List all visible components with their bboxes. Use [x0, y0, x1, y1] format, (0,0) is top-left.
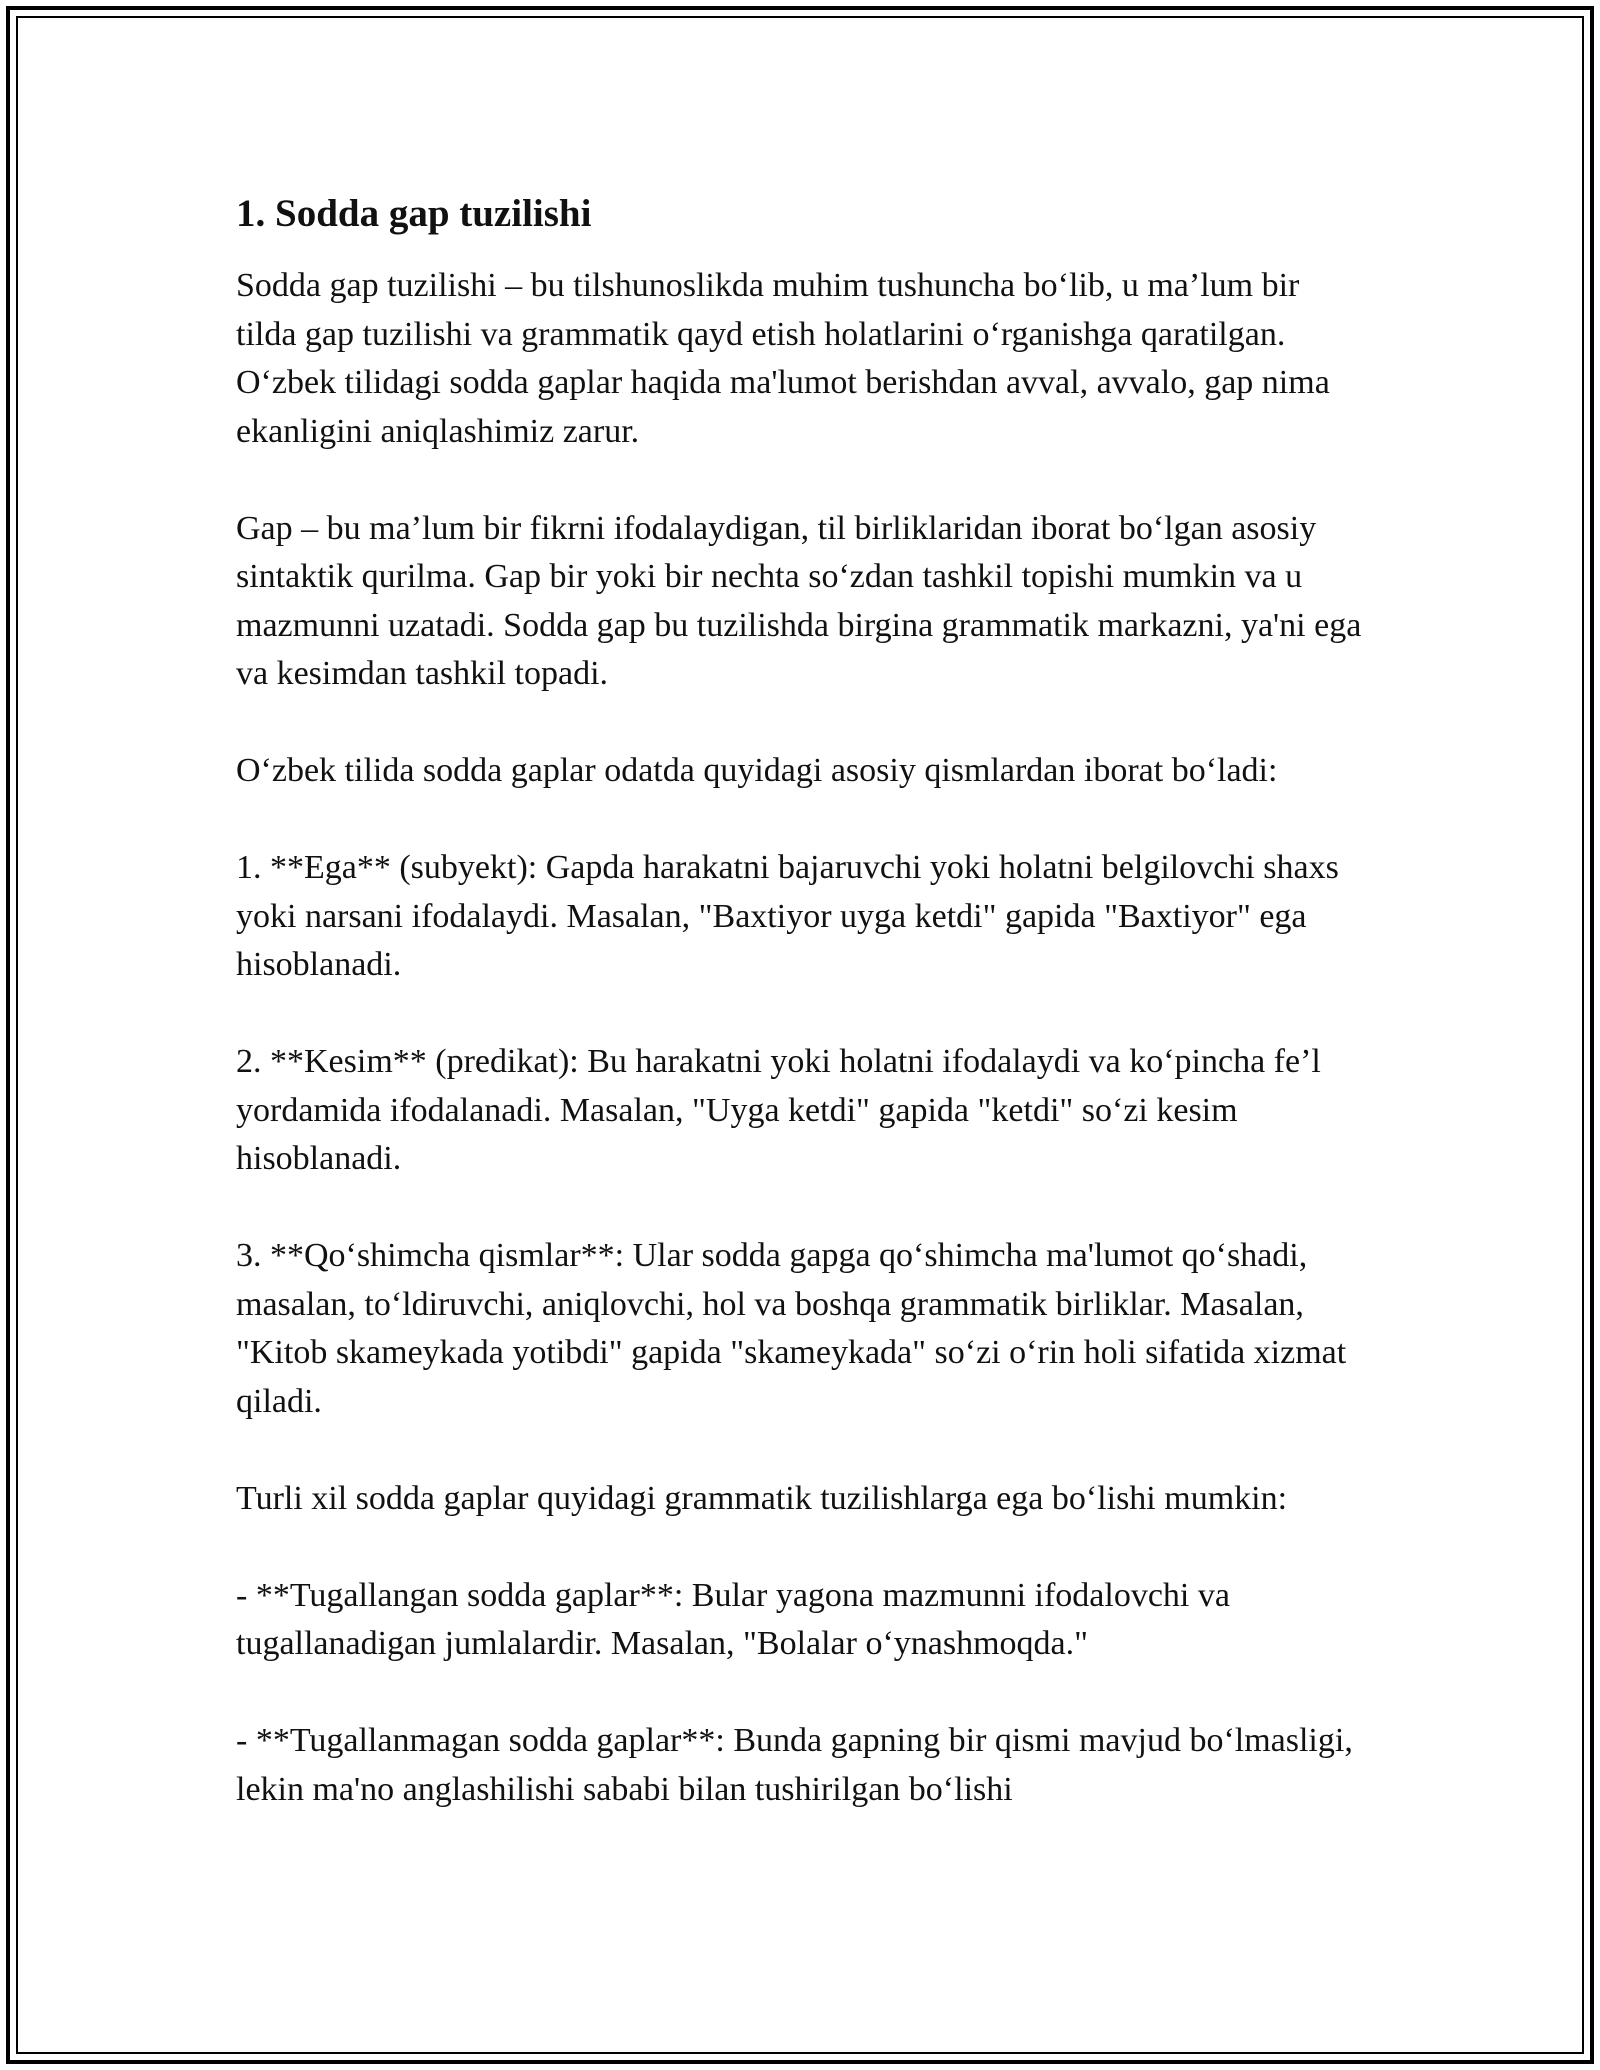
paragraph-intro: Sodda gap tuzilishi – bu tilshunoslikda muhim tushuncha bo‘lib, u ma’lum bir tilda gap tuzilishi va grammatik qayd etish holatlarini o‘rganishga qaratilgan. O‘zbek tilidagi sodda gaplar haqida ma'lumot berishdan avval, avvalo, gap nima ekanligini aniqlashimiz zarur. [236, 267, 1330, 450]
paragraph-gap-definition: Gap – bu ma’lum bir fikrni ifodalaydigan, til birliklaridan iborat bo‘lgan asosiy sintaktik qurilma. Gap bir yoki bir nechta so‘zdan tashkil topishi mumkin va u mazmunni uzatadi. Sodda gap bu tuzilishda birgina grammatik markazni, ya'ni ega va kesimdan tashkil topadi. [236, 509, 1362, 692]
paragraph-ega: 1. **Ega** (subyekt): Gapda harakatni bajaruvchi yoki holatni belgilovchi shaxs yoki narsani ifodalaydi. Masalan, "Baxtiyor uyga ketdi" gapida "Baxtiyor" ega hisoblanadi. [236, 849, 1339, 983]
paragraph-types-intro: Turli xil sodda gaplar quyidagi grammatik tuzilishlarga ega bo‘lishi mumkin: [236, 1479, 1288, 1517]
paragraph-qoshimcha: 3. **Qo‘shimcha qismlar**: Ular sodda gapga qo‘shimcha ma'lumot qo‘shadi, masalan, to‘ldiruvchi, aniqlovchi, hol va boshqa grammatik birliklar. Masalan, "Kitob skameykada yotibdi" gapida "skameykada" so‘zi o‘rin holi sifatida xizmat qiladi. [236, 1237, 1347, 1420]
paragraph-parts-intro: O‘zbek tilida sodda gaplar odatda quyidagi asosiy qismlardan iborat bo‘ladi: [236, 752, 1278, 789]
paragraph-kesim: 2. **Kesim** (predikat): Bu harakatni yoki holatni ifodalaydi va ko‘pincha fe’l yordamida ifodalanadi. Masalan, "Uyga ketdi" gapida "ketdi" so‘zi kesim hisoblanadi. [236, 1043, 1321, 1177]
paragraph-tugallanmagan: - **Tugallanmagan sodda gaplar**: Bunda gapning bir qismi mavjud bo‘lmasligi, lekin ma'no anglashilishi sababi bilan tushirilgan bo‘lishi [236, 1722, 1353, 1808]
section-heading: 1. Sodda gap tuzilishi [236, 192, 592, 235]
document-body [236, 186, 1366, 1863]
paragraph-tugallangan: - **Tugallangan sodda gaplar**: Bular yagona mazmunni ifodalovchi va tugallanadigan jumlalardir. Masalan, "Bolalar o‘ynashmoqda." [236, 1576, 1230, 1662]
